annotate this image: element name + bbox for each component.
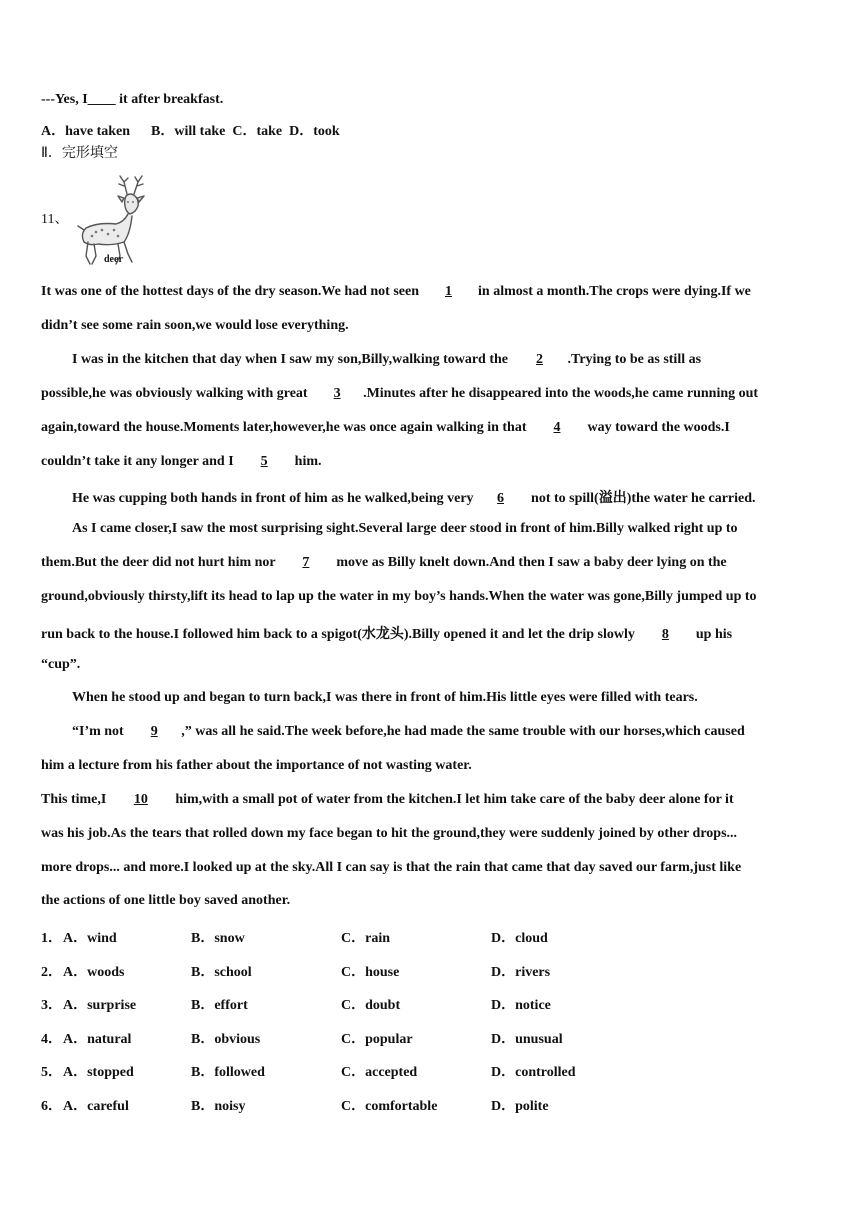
option-b: B．school [191,965,252,980]
previous-question-options: A．have taken B．will take C．take D．took [41,124,340,139]
passage-line: ground,obviously thirsty,lift its head to lap up the water in my boy’s hands.When the water was gone,Billy jumped up to [41,589,757,604]
option-d: D．controlled [491,1065,576,1080]
option-b: B．snow [191,931,245,946]
blank-10: 10 [133,792,148,807]
option-row [41,1028,601,1048]
passage-line: run back to the house.I followed him back to a spigot(水龙头).Billy opened it and let the drip slowly 8 up his [41,627,733,642]
option-c: C．accepted [341,1065,418,1080]
image-caption: deer [104,254,123,265]
section-title: Ⅱ．完形填空 [41,145,118,161]
passage-line: He was cupping both hands in front of him as he walked,being very 6 not to spill(溢出)the water he carried. [72,491,756,506]
option-row [41,994,601,1014]
option-c: C．doubt [341,998,401,1013]
option-a: A．wind [63,931,117,946]
option-row [41,1095,601,1115]
option-row [41,927,601,947]
option-d: D．cloud [491,931,548,946]
option-d: D．polite [491,1099,549,1114]
option-b: B．obvious [191,1032,261,1047]
passage-line: “I’m not 9 ,” was all he said.The week before,he had made the same trouble with our horses,which caused [72,724,745,739]
blank-4: 4 [553,420,561,435]
passage-line: “cup”. [41,657,81,672]
option-c: C．popular [341,1032,413,1047]
blank-3: 3 [333,386,341,401]
passage-line: the actions of one little boy saved another. [41,893,291,908]
passage-line: This time,I 10 him,with a small pot of water from the kitchen.I let him take care of the baby deer alone for it [41,792,734,807]
option-c: C．house [341,965,400,980]
option-number: 3． [41,998,62,1013]
passage-line: As I came closer,I saw the most surprising sight.Several large deer stood in front of him.Billy walked right up to [72,521,738,536]
option-d: D．unusual [491,1032,563,1047]
passage-line: possible,he was obviously walking with great 3 .Minutes after he disappeared into the woods,he came running out [41,386,759,401]
option-row [41,1061,601,1081]
option-row [41,961,601,981]
option-a: A．woods [63,965,125,980]
blank-6: 6 [497,491,505,506]
option-number: 2． [41,965,62,980]
option-number: 6． [41,1099,62,1114]
question-number: 11、 [41,212,69,227]
option-number: 4． [41,1032,62,1047]
blank-5: 5 [260,454,268,469]
option-a: A．natural [63,1032,132,1047]
option-number: 5． [41,1065,62,1080]
blank-1: 1 [445,284,453,299]
passage-line: them.But the deer did not hurt him nor 7 move as Billy knelt down.And then I saw a baby deer lying on the [41,555,727,570]
blank-9: 9 [150,724,158,739]
blank-7: 7 [302,555,310,570]
option-number: 1． [41,931,62,946]
option-b: B．effort [191,998,248,1013]
option-a: A．careful [63,1099,129,1114]
option-c: C．rain [341,931,390,946]
passage-line: When he stood up and began to turn back,I was there in front of him.His little eyes were filled with tears. [72,690,698,705]
option-b: B．followed [191,1065,265,1080]
passage-line: It was one of the hottest days of the dry season.We had not seen 1 in almost a month.The crops were dying.If we [41,284,751,299]
previous-question-answer: ---Yes, I____ it after breakfast. [41,92,224,107]
option-d: D．notice [491,998,551,1013]
option-a: A．stopped [63,1065,134,1080]
passage-line: was his job.As the tears that rolled down my face began to hit the ground,they were suddenly joined by other drops... [41,826,738,841]
blank-8: 8 [661,627,669,642]
passage-line: again,toward the house.Moments later,however,he was once again walking in that 4 way toward the woods.I [41,420,730,435]
passage-line: didn’t see some rain soon,we would lose everything. [41,318,349,333]
passage-line: couldn’t take it any longer and I 5 him. [41,454,322,469]
option-d: D．rivers [491,965,551,980]
passage-line: more drops... and more.I looked up at the sky.All I can say is that the rain that came that day saved our farm,just like [41,860,742,875]
option-a: A．surprise [63,998,137,1013]
passage-line: I was in the kitchen that day when I saw my son,Billy,walking toward the 2 .Trying to be as still as [72,352,702,367]
blank-2: 2 [536,352,544,367]
passage-line: him a lecture from his father about the importance of not wasting water. [41,758,472,773]
option-c: C．comfortable [341,1099,438,1114]
option-b: B．noisy [191,1099,246,1114]
